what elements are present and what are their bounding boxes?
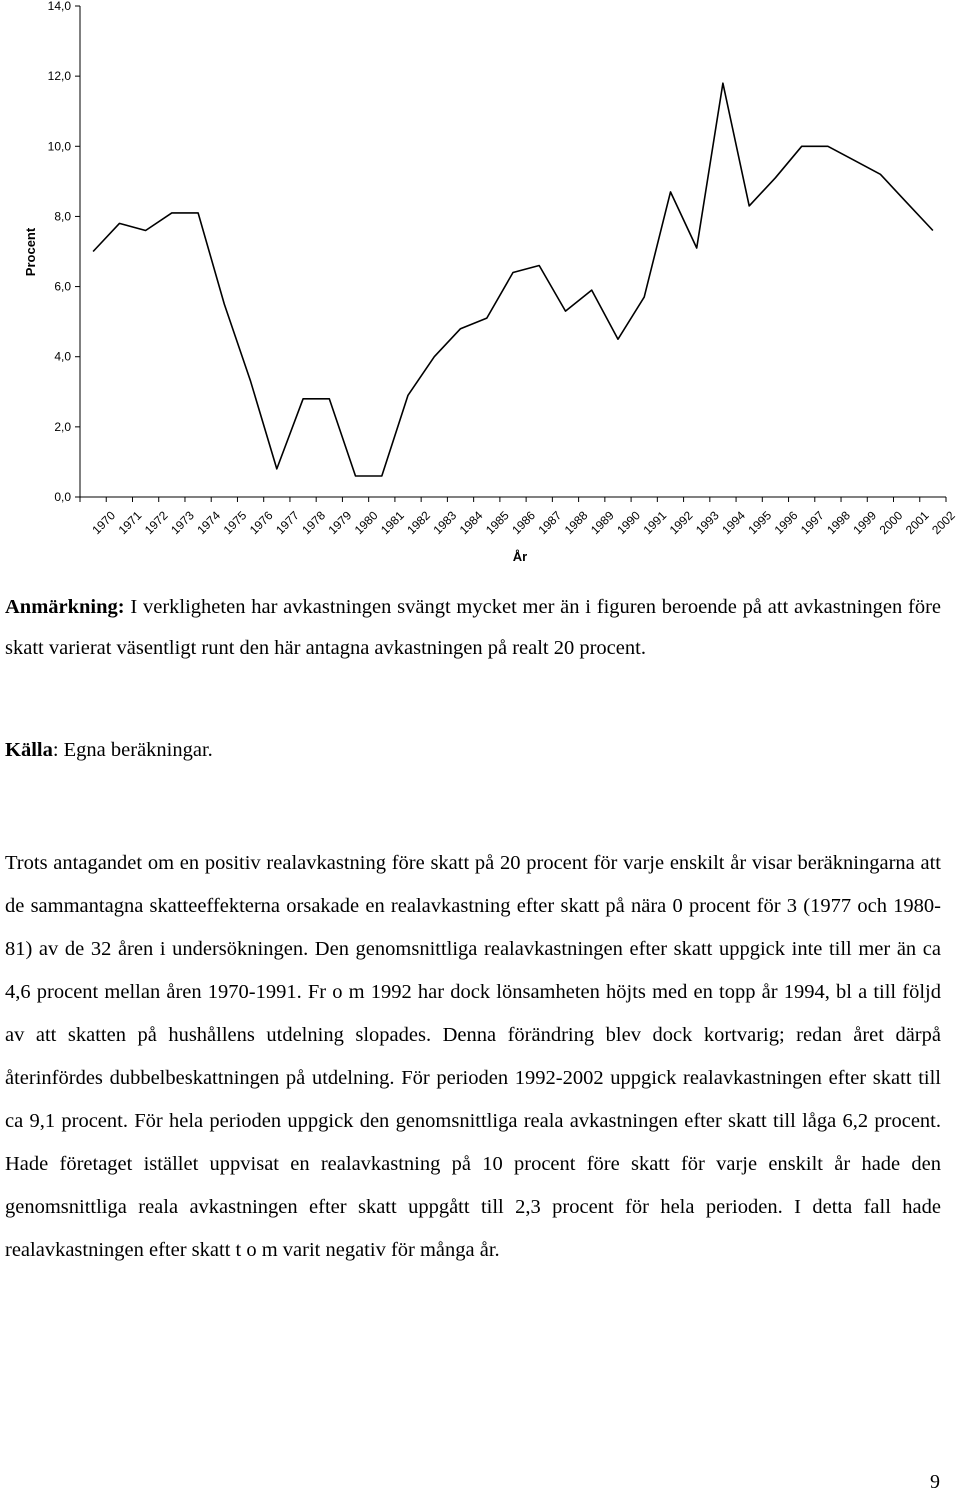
x-tick-label: 1998	[824, 508, 853, 538]
x-axis-title: År	[512, 549, 528, 564]
x-tick-label: 1984	[456, 508, 486, 538]
y-tick-label: 12,0	[47, 69, 71, 84]
x-tick-label: 1986	[509, 508, 539, 538]
y-tick-label: 4,0	[54, 349, 71, 364]
y-tick-label: 2,0	[54, 419, 71, 434]
y-tick-label: 14,0	[47, 0, 71, 13]
x-tick-label: 2002	[929, 508, 958, 538]
x-tick-label: 2000	[876, 508, 906, 538]
series-line	[93, 83, 933, 476]
x-tick-label: 1971	[115, 508, 145, 538]
x-tick-label: 1979	[325, 508, 355, 538]
x-tick-label: 1993	[692, 508, 722, 538]
x-tick-label: 1988	[561, 508, 591, 538]
y-axis-ticks	[48, 0, 80, 504]
x-tick-label: 1982	[404, 508, 434, 538]
y-tick-label: 8,0	[54, 209, 71, 224]
chart-source	[5, 730, 941, 771]
source-label: Källa	[5, 739, 53, 761]
x-tick-label: 1987	[535, 508, 565, 538]
x-tick-label: 1991	[640, 508, 670, 538]
x-tick-label: 1994	[719, 508, 748, 538]
series-group	[93, 83, 933, 476]
x-tick-label: 1997	[797, 508, 827, 538]
x-tick-label: 1980	[351, 508, 381, 538]
x-tick-label: 1985	[482, 508, 512, 538]
note-text: I verkligheten har avkastningen svängt mycket mer än i figuren beroende på att avkastningen före skatt varierat väsentligt runt den här antagna avkastningen på realt 20 procent.	[5, 596, 941, 659]
x-tick-label: 1996	[771, 508, 801, 538]
chart-note	[5, 587, 941, 669]
note-label: Anmärkning:	[5, 596, 125, 618]
x-tick-label: 1978	[299, 508, 329, 538]
x-tick-label: 1983	[430, 508, 460, 538]
page-number: 9	[930, 1471, 940, 1493]
x-tick-label: 1972	[141, 508, 171, 538]
body-paragraph	[5, 842, 941, 1272]
x-tick-label: 1975	[220, 508, 250, 538]
x-tick-label: 1990	[614, 508, 643, 538]
y-tick-label: 10,0	[47, 139, 71, 154]
x-axis-ticks	[80, 497, 958, 537]
x-tick-label: 1999	[850, 508, 880, 538]
y-tick-label: 0,0	[54, 490, 71, 504]
x-tick-label: 1973	[168, 508, 197, 538]
x-tick-label: 1981	[378, 508, 407, 538]
x-tick-label: 1992	[666, 508, 696, 538]
x-tick-label: 1976	[246, 508, 276, 538]
y-tick-label: 6,0	[54, 279, 71, 294]
x-tick-label: 1970	[89, 508, 119, 538]
x-tick-label: 1989	[587, 508, 617, 538]
y-axis-title: Procent	[23, 227, 38, 277]
line-chart	[0, 0, 960, 580]
body-text: Trots antagandet om en positiv realavkastning före skatt på 20 procent för varje enskilt år visar beräkningarna att de sammantagna skatteeffekterna orsakade en realavkastning efter skatt på nära 0 procent för 3 (1977 och 1980-81) av de 32 åren i undersökningen. Den genomsnittliga realavkastningen efter skatt uppgick inte till mer än ca 4,6 procent mellan åren 1970-1991. Fr o m 1992 har dock lönsamheten höjts med en topp år 1994, bl a till följd av att skatten på hushållens utdelning slopades. Denna förändring blev dock kortvarig; redan året därpå återinfördes dubbelbeskattningen på utdelning. För perioden 1992-2002 uppgick realavkastningen efter skatt till ca 9,1 procent. För hela perioden uppgick den genomsnittliga reala avkastningen efter skatt till låga 6,2 procent. Hade företaget istället uppvisat en realavkastning på 10 procent före skatt för varje enskilt år hade den genomsnittliga reala avkastningen efter skatt uppgått till 2,3 procent för hela perioden. I detta fall hade realavkastningen efter skatt t o m varit negativ för många år.	[5, 852, 941, 1261]
x-tick-label: 2001	[902, 508, 932, 538]
x-tick-label: 1977	[273, 508, 302, 538]
x-tick-label: 1974	[194, 508, 224, 538]
x-tick-label: 1995	[745, 508, 775, 538]
source-text: : Egna beräkningar.	[52, 739, 213, 761]
